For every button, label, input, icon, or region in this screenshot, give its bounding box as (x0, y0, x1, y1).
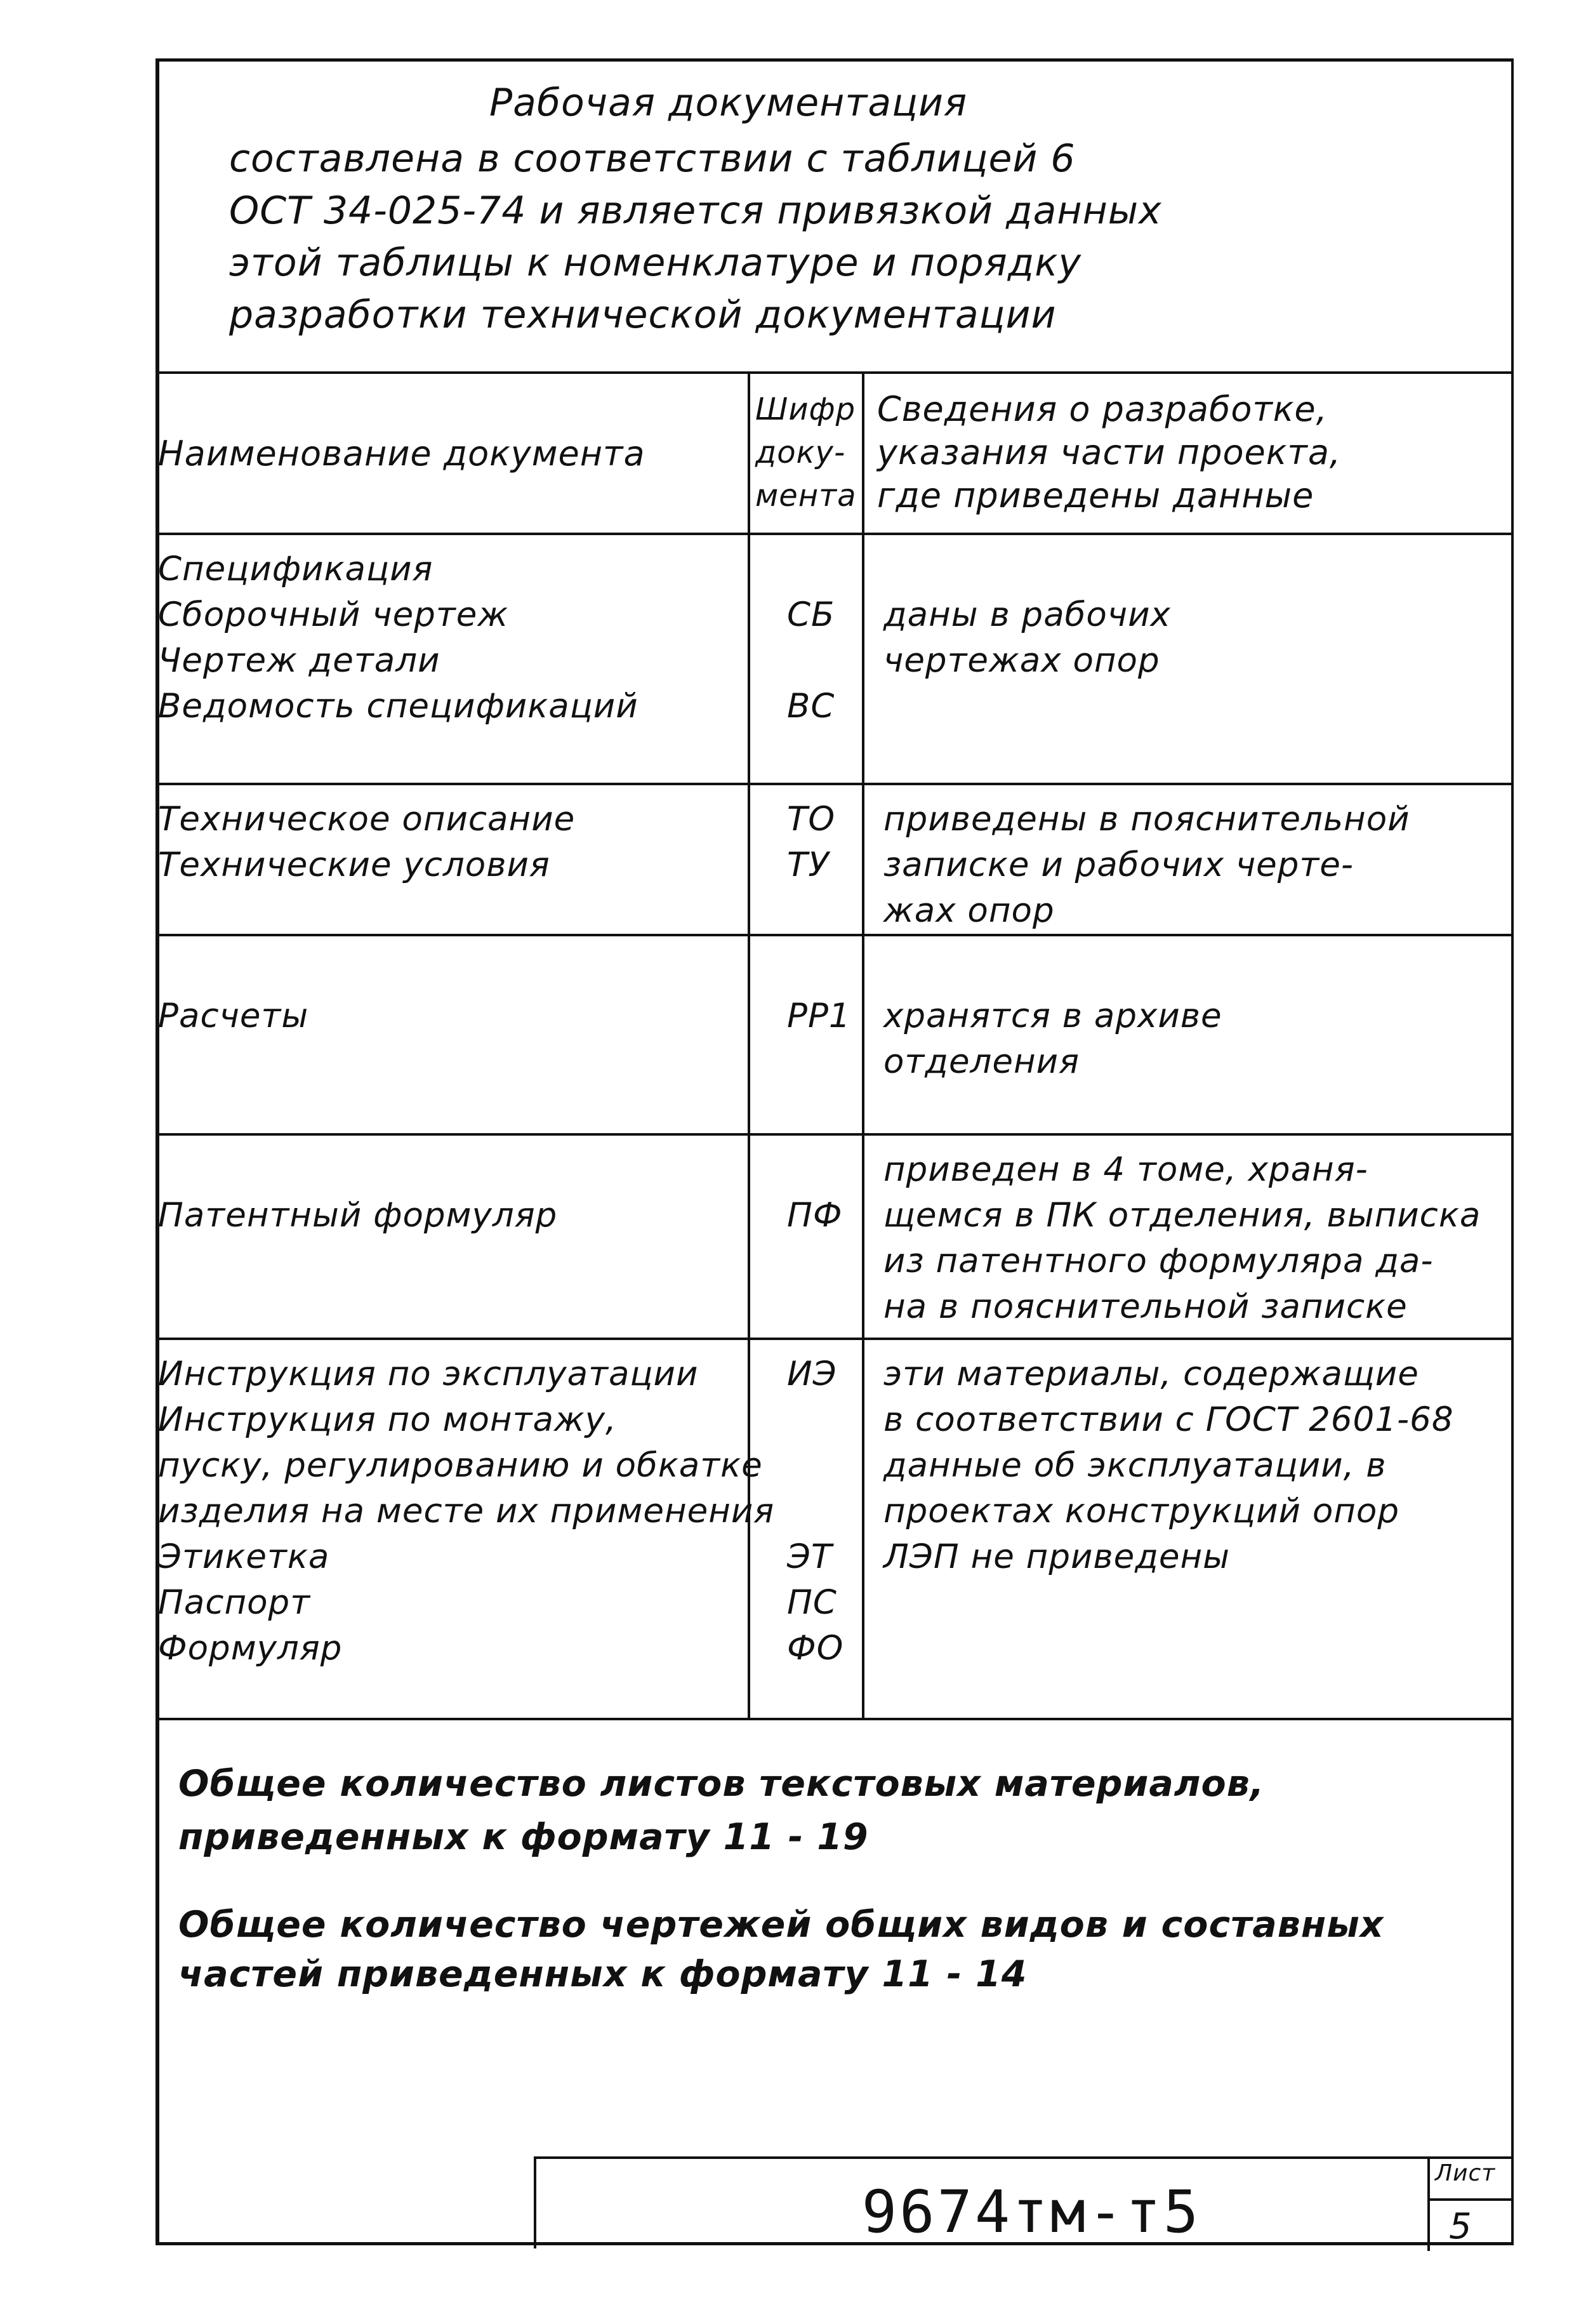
doc-name: Чертеж детали (158, 641, 440, 680)
doc-code (750, 1397, 862, 1443)
document-frame (155, 58, 1514, 2245)
doc-info-line (883, 1580, 1514, 1626)
doc-code-cell (749, 935, 863, 1134)
doc-info-line: на в пояснительной записке (883, 1287, 1408, 1326)
doc-info-line (883, 684, 1514, 729)
doc-code-cell (749, 784, 863, 935)
intro-line-4: разработки технической документации (229, 293, 1057, 337)
doc-name-cell (155, 935, 749, 1134)
doc-name: Спецификация (158, 550, 433, 588)
doc-name-cell (155, 784, 749, 935)
header-code (749, 373, 863, 534)
doc-name (158, 1147, 748, 1193)
doc-name-cell (155, 1339, 775, 1719)
doc-info-line: приведен в 4 томе, храня- (883, 1150, 1368, 1189)
intro-line-3: этой таблицы к номенклатуре и порядку (229, 241, 1081, 285)
doc-code (750, 948, 862, 993)
doc-name: Техническое описание (158, 800, 576, 839)
header-info-line-2: указания части проекта, (877, 432, 1342, 472)
doc-info-line: щемся в ПК отделения, выписка (883, 1196, 1481, 1235)
doc-code: ВС (787, 687, 835, 726)
doc-info-line: отделения (883, 1042, 1080, 1081)
doc-code: СБ (787, 595, 835, 634)
header-name (155, 373, 749, 534)
summary-line-1: Общее количество листов текстовых материалов, (178, 1763, 1265, 1805)
doc-code: ТУ (787, 846, 830, 884)
doc-code: ЭТ (787, 1537, 833, 1576)
doc-info-line: в соответствии с ГОСТ 2601-68 (883, 1400, 1454, 1439)
doc-info-cell (863, 935, 1514, 1134)
intro-title: Рабочая документация (489, 81, 968, 125)
intro-block (159, 62, 1511, 371)
sheet-number: 5 (1449, 2206, 1472, 2247)
table-row (155, 534, 1514, 784)
doc-info-cell (863, 534, 1514, 784)
doc-name: пуску, регулированию и обкатке (158, 1446, 763, 1485)
doc-name: Ведомость спецификаций (158, 687, 638, 726)
doc-code: РР1 (787, 997, 851, 1035)
table-row (155, 935, 1514, 1134)
doc-name: Сборочный чертеж (158, 595, 509, 634)
doc-info-cell (863, 784, 1514, 935)
doc-info-cell (863, 1339, 1514, 1719)
doc-code (750, 1147, 862, 1193)
sheet-divider (1430, 2198, 1514, 2201)
table-row (155, 1339, 1514, 1719)
header-info (863, 373, 1514, 534)
doc-code: ПФ (787, 1196, 843, 1235)
doc-info-line (883, 1626, 1514, 1671)
doc-name: Инструкция по эксплуатации (158, 1355, 699, 1393)
doc-code: ТО (787, 800, 836, 839)
header-code-line-3: мента (755, 478, 857, 514)
table-row (155, 784, 1514, 935)
intro-line-1: составлена в соответствии с таблицей 6 (229, 136, 1076, 181)
doc-code (750, 547, 862, 592)
doc-name: Расчеты (158, 997, 309, 1035)
doc-name: Технические условия (158, 846, 550, 884)
doc-code (750, 1443, 862, 1489)
sheet-number-box (1427, 2159, 1514, 2251)
doc-info-cell (863, 1134, 1514, 1339)
intro-line-2: ОСТ 34-025-74 и является привязкой данных (229, 189, 1162, 233)
doc-name: изделия на месте их применения (158, 1492, 775, 1531)
doc-info-line: хранятся в архиве (883, 997, 1222, 1035)
doc-info-line: даны в рабочих (883, 595, 1171, 634)
doc-info-line: проектах конструкций опор (883, 1492, 1399, 1531)
doc-code: ПС (787, 1583, 837, 1622)
summary-line-4: частей приведенных к формату 11 - 14 (178, 1953, 1028, 1995)
doc-code: ФО (787, 1629, 844, 1668)
header-info-line-1: Сведения о разработке, (877, 389, 1328, 429)
doc-info-line: данные об эксплуатации, в (883, 1446, 1387, 1485)
doc-info-line: чертежах опор (883, 641, 1160, 680)
header-code-line-1: Шифр (755, 392, 856, 427)
header-code-line-2: доку- (755, 435, 846, 470)
doc-name: Патентный формуляр (158, 1196, 558, 1235)
doc-info-line: жах опор (883, 891, 1055, 930)
summary-line-3: Общее количество чертежей общих видов и составных (178, 1904, 1384, 1946)
table-header-row (155, 373, 1514, 534)
doc-info-line: приведены в пояснительной (883, 800, 1410, 839)
doc-name (158, 948, 748, 993)
doc-info-line (883, 948, 1514, 993)
doc-info-line: записке и рабочих черте- (883, 846, 1354, 884)
doc-info-line (883, 547, 1514, 592)
doc-name: Формуляр (158, 1629, 343, 1668)
doc-code-cell (749, 1134, 863, 1339)
doc-name: Инструкция по монтажу, (158, 1400, 617, 1439)
doc-name: Этикетка (158, 1537, 330, 1576)
document-table (155, 371, 1514, 1720)
doc-name: Паспорт (158, 1583, 311, 1622)
header-name-text: Наименование документа (158, 434, 645, 474)
sheet-label: Лист (1435, 2160, 1496, 2186)
document-designation: 9674тм-т5 (861, 2178, 1201, 2246)
title-block-stamp (534, 2156, 1514, 2248)
doc-code (750, 638, 862, 684)
doc-name-cell (155, 1134, 749, 1339)
doc-code-cell (749, 534, 863, 784)
doc-name-cell (155, 534, 749, 784)
doc-info-line: эти материалы, содержащие (883, 1355, 1419, 1393)
header-info-line-3: где приведены данные (877, 475, 1314, 515)
table-row (155, 1134, 1514, 1339)
summary-line-2: приведенных к формату 11 - 19 (178, 1816, 869, 1858)
doc-info-line: ЛЭП не приведены (883, 1537, 1230, 1576)
doc-code: ИЭ (787, 1355, 837, 1393)
doc-info-line: из патентного формуляра да- (883, 1242, 1434, 1280)
